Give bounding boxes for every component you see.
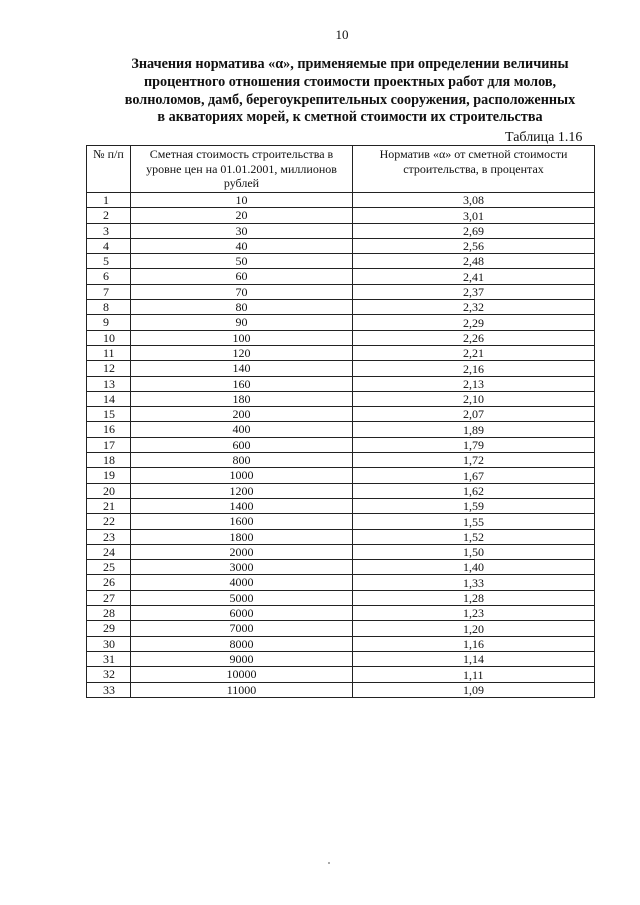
cell-alpha: 1,50 (353, 544, 595, 559)
title-line: Значения норматива «α», применяемые при определении величины (131, 56, 569, 72)
cell-num: 32 (87, 667, 131, 682)
cell-num: 16 (87, 422, 131, 437)
cell-num: 2 (87, 208, 131, 223)
cell-cost: 100 (131, 330, 353, 345)
table-row (87, 345, 595, 360)
table-row (87, 238, 595, 253)
cell-cost: 3000 (131, 560, 353, 575)
cell-num: 28 (87, 606, 131, 621)
table-body (87, 193, 595, 698)
cell-cost: 6000 (131, 606, 353, 621)
cell-alpha: 2,69 (353, 223, 595, 238)
cell-alpha: 1,62 (353, 483, 595, 498)
table-row (87, 315, 595, 330)
table-row (87, 284, 595, 299)
table-row (87, 453, 595, 468)
cell-alpha: 2,37 (353, 284, 595, 299)
cell-num: 11 (87, 345, 131, 360)
table-row (87, 544, 595, 559)
cell-cost: 9000 (131, 651, 353, 666)
table-row (87, 468, 595, 483)
cell-num: 26 (87, 575, 131, 590)
cell-alpha: 2,13 (353, 376, 595, 391)
cell-alpha: 1,52 (353, 529, 595, 544)
table-row (87, 606, 595, 621)
cell-num: 22 (87, 514, 131, 529)
cell-cost: 4000 (131, 575, 353, 590)
cell-cost: 1200 (131, 483, 353, 498)
cell-cost: 10000 (131, 667, 353, 682)
cell-num: 29 (87, 621, 131, 636)
cell-cost: 400 (131, 422, 353, 437)
cell-num: 25 (87, 560, 131, 575)
cell-alpha: 2,32 (353, 300, 595, 315)
cell-alpha: 1,40 (353, 560, 595, 575)
cell-cost: 120 (131, 345, 353, 360)
cell-cost: 140 (131, 361, 353, 376)
cell-num: 19 (87, 468, 131, 483)
cell-alpha: 2,16 (353, 361, 595, 376)
cell-alpha: 1,16 (353, 636, 595, 651)
table-row (87, 376, 595, 391)
table-row (87, 407, 595, 422)
cell-cost: 90 (131, 315, 353, 330)
cell-num: 24 (87, 544, 131, 559)
table-row (87, 590, 595, 605)
document-title (90, 56, 610, 127)
title-line: процентного отношения стоимости проектных работ для молов, (143, 73, 557, 90)
cell-num: 12 (87, 361, 131, 376)
header-num: № п/п (87, 146, 131, 193)
cell-cost: 7000 (131, 621, 353, 636)
cell-alpha: 1,67 (353, 468, 595, 483)
table-row (87, 529, 595, 544)
cell-num: 18 (87, 453, 131, 468)
table-row (87, 208, 595, 223)
header-cost: Сметная стоимость строительства в уровне цен на 01.01.2001, миллионов рублей (131, 146, 353, 193)
cell-num: 23 (87, 529, 131, 544)
scan-speck (328, 862, 330, 864)
cell-alpha: 2,41 (353, 269, 595, 284)
cell-alpha: 1,20 (353, 621, 595, 636)
cell-num: 5 (87, 254, 131, 269)
table-row (87, 636, 595, 651)
cell-num: 14 (87, 391, 131, 406)
table-row (87, 391, 595, 406)
cell-cost: 1000 (131, 468, 353, 483)
title-line: в акваториях морей, к сметной стоимости их строительства (157, 109, 543, 126)
cell-cost: 50 (131, 254, 353, 269)
cell-cost: 800 (131, 453, 353, 468)
cell-num: 27 (87, 590, 131, 605)
table-row (87, 498, 595, 513)
cell-cost: 30 (131, 223, 353, 238)
table-header-row (87, 146, 595, 193)
table-row (87, 514, 595, 529)
cell-num: 13 (87, 376, 131, 391)
cell-alpha: 2,48 (353, 254, 595, 269)
cell-cost: 8000 (131, 636, 353, 651)
table-row (87, 651, 595, 666)
cell-num: 1 (87, 193, 131, 208)
cell-alpha: 1,79 (353, 437, 595, 452)
cell-cost: 180 (131, 391, 353, 406)
cell-alpha: 3,01 (353, 208, 595, 223)
table-row (87, 269, 595, 284)
table-row (87, 330, 595, 345)
cell-cost: 2000 (131, 544, 353, 559)
table-row (87, 437, 595, 452)
cell-alpha: 2,26 (353, 330, 595, 345)
cell-cost: 5000 (131, 590, 353, 605)
table-row (87, 667, 595, 682)
cell-cost: 600 (131, 437, 353, 452)
norm-table (86, 145, 595, 698)
cell-cost: 1800 (131, 529, 353, 544)
cell-cost: 11000 (131, 682, 353, 697)
page-number: 10 (335, 27, 349, 42)
table-row (87, 621, 595, 636)
table-row (87, 254, 595, 269)
cell-num: 8 (87, 300, 131, 315)
table-row (87, 575, 595, 590)
cell-num: 33 (87, 682, 131, 697)
cell-cost: 20 (131, 208, 353, 223)
cell-num: 9 (87, 315, 131, 330)
cell-cost: 200 (131, 407, 353, 422)
table-row (87, 483, 595, 498)
table-row (87, 560, 595, 575)
table-row (87, 422, 595, 437)
cell-cost: 70 (131, 284, 353, 299)
cell-cost: 1600 (131, 514, 353, 529)
cell-alpha: 1,09 (353, 682, 595, 697)
cell-alpha: 2,10 (353, 391, 595, 406)
cell-alpha: 1,59 (353, 498, 595, 513)
cell-alpha: 2,07 (353, 407, 595, 422)
cell-alpha: 1,55 (353, 514, 595, 529)
cell-cost: 1400 (131, 498, 353, 513)
table-row (87, 223, 595, 238)
cell-cost: 40 (131, 238, 353, 253)
table-row (87, 300, 595, 315)
title-line: волноломов, дамб, берегоукрепительных сооружения, расположенных (124, 91, 576, 108)
cell-alpha: 1,23 (353, 606, 595, 621)
cell-num: 17 (87, 437, 131, 452)
header-alpha: Норматив «α» от сметной стоимости строительства, в процентах (353, 146, 595, 193)
cell-num: 21 (87, 498, 131, 513)
cell-cost: 80 (131, 300, 353, 315)
cell-cost: 160 (131, 376, 353, 391)
cell-cost: 60 (131, 269, 353, 284)
cell-num: 7 (87, 284, 131, 299)
cell-alpha: 1,33 (353, 575, 595, 590)
table-row (87, 193, 595, 208)
cell-cost: 10 (131, 193, 353, 208)
cell-num: 20 (87, 483, 131, 498)
table-row (87, 682, 595, 697)
cell-num: 6 (87, 269, 131, 284)
table-caption: Таблица 1.16 (505, 130, 583, 145)
cell-num: 10 (87, 330, 131, 345)
cell-num: 3 (87, 223, 131, 238)
cell-alpha: 2,56 (353, 238, 595, 253)
cell-alpha: 2,21 (353, 345, 595, 360)
cell-alpha: 1,11 (353, 667, 595, 682)
cell-num: 15 (87, 407, 131, 422)
cell-alpha: 1,28 (353, 590, 595, 605)
cell-num: 31 (87, 651, 131, 666)
cell-alpha: 3,08 (353, 193, 595, 208)
cell-alpha: 1,89 (353, 422, 595, 437)
cell-alpha: 1,72 (353, 453, 595, 468)
cell-num: 4 (87, 238, 131, 253)
table-row (87, 361, 595, 376)
cell-alpha: 2,29 (353, 315, 595, 330)
cell-alpha: 1,14 (353, 651, 595, 666)
cell-num: 30 (87, 636, 131, 651)
